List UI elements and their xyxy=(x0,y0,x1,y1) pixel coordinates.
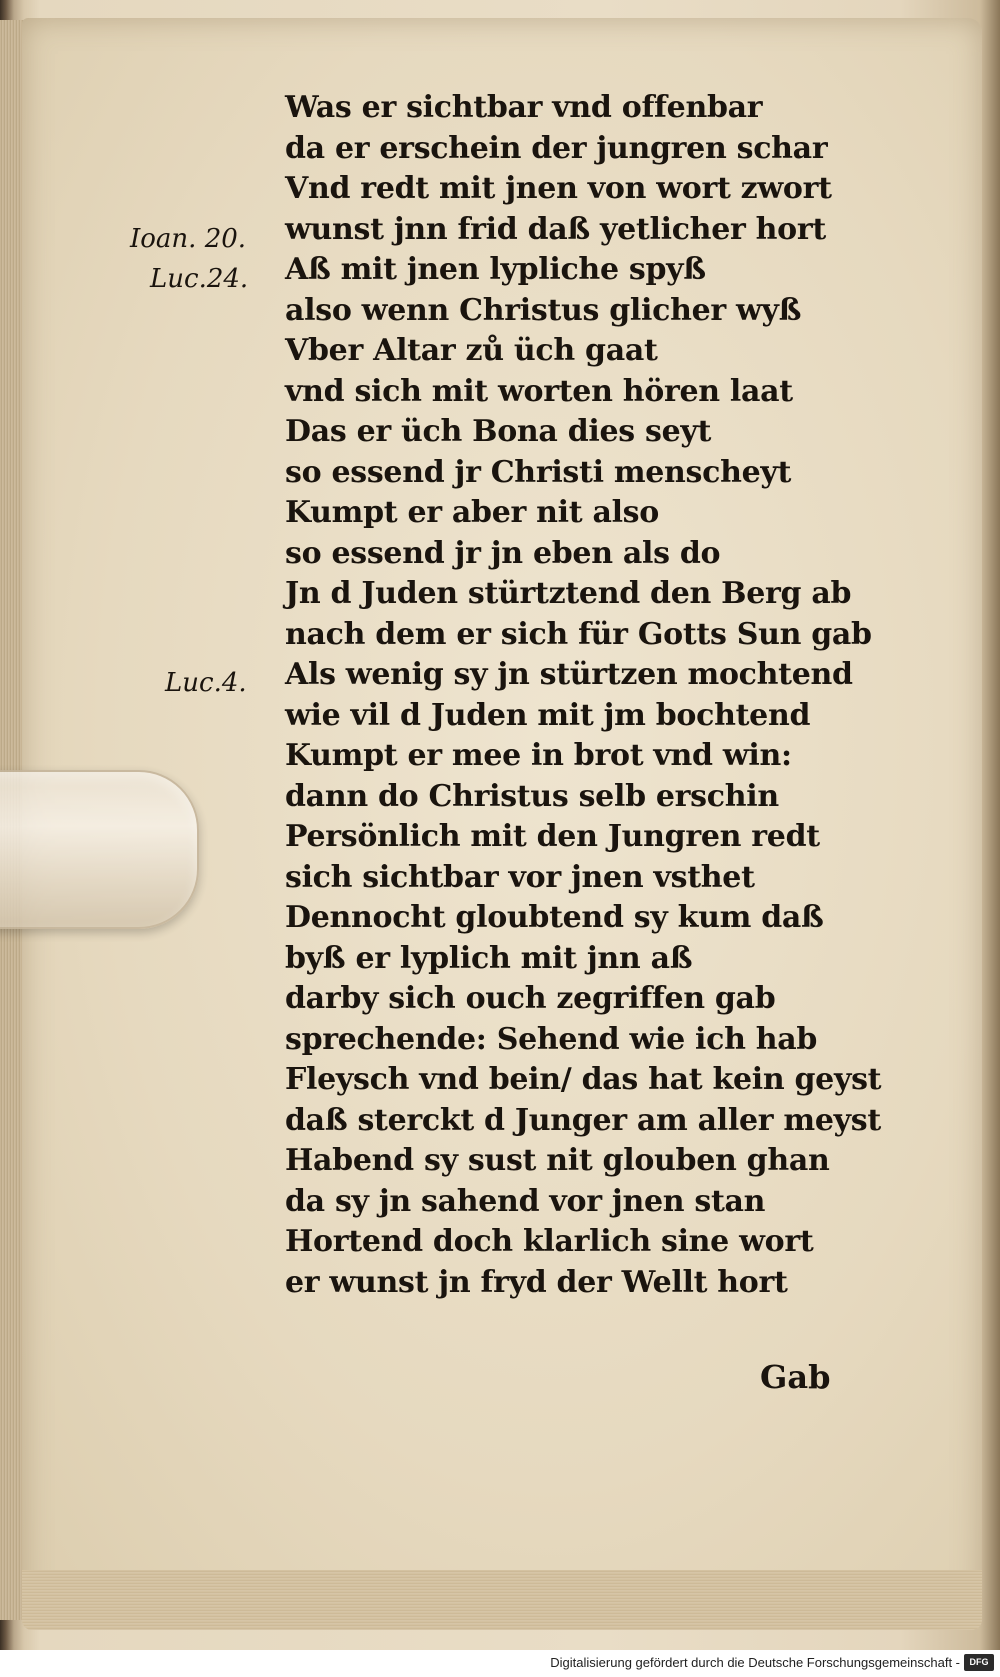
verse-line: Was er sichtbar vnd offenbar xyxy=(285,90,763,125)
verse-line: Kumpt er mee in brot vnd win: xyxy=(285,738,792,773)
verse-line: Dennocht gloubtend sy kum daß xyxy=(285,900,824,935)
verse-line: byß er lyplich mit jnn aß xyxy=(285,940,693,976)
verse-line: Als wenig sy jn stürtzen mochtend xyxy=(285,657,853,692)
verse-line: vnd sich mit worten hören laat xyxy=(285,373,793,409)
dfg-logo: DFG xyxy=(964,1654,994,1671)
verse-line: nach dem er sich für Gotts Sun gab xyxy=(285,616,872,652)
page-stack-bottom-edge xyxy=(22,1570,982,1630)
verse-line: darby sich ouch zegriffen gab xyxy=(285,981,776,1016)
verse-line: wie vil d Juden mit jm bochtend xyxy=(285,697,811,733)
margin-note-joan: Ioan. 20. xyxy=(130,224,247,254)
verse-line: dann do Christus selb erschin xyxy=(285,778,779,814)
footer-bar xyxy=(0,1650,1000,1677)
verse-text-block xyxy=(285,88,905,1303)
verse-line: so essend jr Christi menscheyt xyxy=(285,454,792,490)
margin-note-luc24: Luc.24. xyxy=(150,264,249,294)
verse-line: daß sterckt d Junger am aller meyst xyxy=(285,1102,881,1138)
page-clip xyxy=(0,770,199,929)
verse-line: da sy jn sahend vor jnen stan xyxy=(285,1183,766,1219)
verse-line: Fleysch vnd bein/ das hat kein geyst xyxy=(285,1062,882,1097)
verse-line: Vber Altar zů üch gaat xyxy=(285,333,658,368)
verse-line: Hortend doch klarlich sine wort xyxy=(285,1224,814,1259)
verse-line: wunst jnn frid daß yetlicher hort xyxy=(285,211,826,247)
margin-note-luc4: Luc.4. xyxy=(165,668,247,698)
verse-line: Persönlich mit den Jungren redt xyxy=(285,819,820,854)
verse-line: Jn d Juden stürtztend den Berg ab xyxy=(285,576,852,611)
verse-line: Aß mit jnen lypliche spyß xyxy=(285,252,706,287)
verse-line: Kumpt er aber nit also xyxy=(285,495,659,530)
catchword: Gab xyxy=(760,1358,831,1396)
verse-line: also wenn Christus glicher wyß xyxy=(285,292,802,328)
verse-line: sich sichtbar vor jnen vsthet xyxy=(285,859,755,895)
verse-line: so essend jr jn eben als do xyxy=(285,535,721,571)
verse-line: er wunst jn fryd der Wellt hort xyxy=(285,1264,788,1300)
verse-line: Habend sy sust nit glouben ghan xyxy=(285,1143,830,1178)
verse-line: Vnd redt mit jnen von wort zwort xyxy=(285,171,832,206)
verse-line: da er erschein der jungren schar xyxy=(285,130,828,166)
verse-line: Das er üch Bona dies seyt xyxy=(285,414,712,449)
footer-credit: Digitalisierung gefördert durch die Deutsche Forschungsgemeinschaft - xyxy=(550,1655,960,1670)
verse-line: sprechende: Sehend wie ich hab xyxy=(285,1021,818,1057)
